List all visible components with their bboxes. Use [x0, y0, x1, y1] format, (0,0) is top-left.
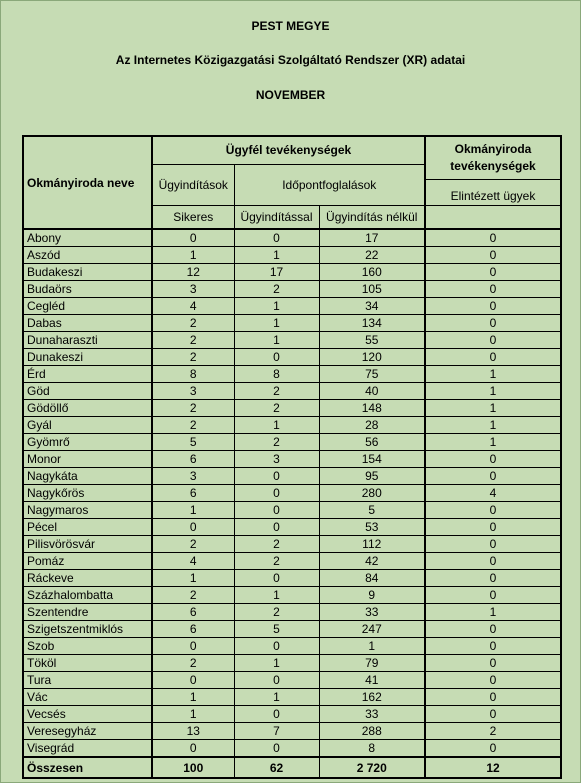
office-name-cell: Százhalombatta: [23, 587, 152, 604]
with-case-cell: 17: [234, 264, 319, 281]
successful-cell: 6: [152, 621, 234, 638]
table-row: [23, 740, 561, 758]
total-row: [23, 757, 561, 778]
completed-cell: 1: [425, 417, 561, 434]
successful-cell: 2: [152, 655, 234, 672]
completed-cell: 0: [425, 349, 561, 366]
successful-cell: 6: [152, 485, 234, 502]
completed-cell: 0: [425, 247, 561, 264]
table-row: [23, 672, 561, 689]
successful-cell: 2: [152, 349, 234, 366]
completed-cell: 0: [425, 706, 561, 723]
table-row: [23, 264, 561, 281]
table-row: [23, 519, 561, 536]
total-label: Összesen: [23, 757, 152, 778]
office-activities-label: Okmányiroda tevékenységek: [450, 142, 536, 173]
office-name-cell: Ráckeve: [23, 570, 152, 587]
successful-cell: 0: [152, 672, 234, 689]
successful-cell: 12: [152, 264, 234, 281]
office-name-cell: Aszód: [23, 247, 152, 264]
successful-cell: 3: [152, 383, 234, 400]
completed-cell: 1: [425, 383, 561, 400]
completed-cell: 4: [425, 485, 561, 502]
completed-cell: 1: [425, 366, 561, 383]
completed-cell: 0: [425, 689, 561, 706]
office-name-cell: Szigetszentmiklós: [23, 621, 152, 638]
successful-cell: 2: [152, 536, 234, 553]
table-row: [23, 247, 561, 264]
without-case-cell: 28: [319, 417, 425, 434]
with-case-cell: 1: [234, 298, 319, 315]
table-row: [23, 400, 561, 417]
office-name-cell: Szob: [23, 638, 152, 655]
completed-cell: 1: [425, 400, 561, 417]
without-case-cell: 84: [319, 570, 425, 587]
successful-cell: 6: [152, 451, 234, 468]
without-case-cell: 95: [319, 468, 425, 485]
successful-cell: 3: [152, 468, 234, 485]
with-case-cell: 5: [234, 621, 319, 638]
table-row: [23, 621, 561, 638]
office-name-cell: Gyömrő: [23, 434, 152, 451]
table-row: [23, 570, 561, 587]
table-row: [23, 332, 561, 349]
completed-cell: 1: [425, 604, 561, 621]
month-title: NOVEMBER: [255, 88, 326, 102]
office-name-cell: Visegrád: [23, 740, 152, 758]
office-name-cell: Tököl: [23, 655, 152, 672]
table-row: [23, 229, 561, 247]
with-case-cell: 0: [234, 468, 319, 485]
with-case-cell: 2: [234, 536, 319, 553]
with-case-cell: 2: [234, 604, 319, 621]
with-case-cell: 0: [234, 740, 319, 758]
office-name-header: Okmányiroda neve: [23, 136, 152, 229]
table-row: [23, 638, 561, 655]
completed-cell: 0: [425, 229, 561, 247]
without-case-cell: 33: [319, 604, 425, 621]
without-case-cell: 5: [319, 502, 425, 519]
office-name-cell: Nagymaros: [23, 502, 152, 519]
with-case-cell: 0: [234, 706, 319, 723]
with-case-cell: 1: [234, 655, 319, 672]
table-row: [23, 281, 561, 298]
without-case-header: Ügyindítás nélkül: [319, 206, 425, 230]
table-row: [23, 655, 561, 672]
completed-cell: 0: [425, 553, 561, 570]
without-case-cell: 75: [319, 366, 425, 383]
with-case-cell: 0: [234, 570, 319, 587]
with-case-cell: 1: [234, 587, 319, 604]
with-case-cell: 0: [234, 638, 319, 655]
with-case-cell: 0: [234, 229, 319, 247]
with-case-cell: 1: [234, 315, 319, 332]
office-name-cell: Pilisvörösvár: [23, 536, 152, 553]
completed-cell: 0: [425, 298, 561, 315]
without-case-cell: 41: [319, 672, 425, 689]
completed-cases-header: Elintézett ügyek: [426, 179, 560, 205]
completed-cell: 0: [425, 587, 561, 604]
with-case-header: Ügyindítással: [234, 206, 319, 230]
completed-cell: 0: [425, 502, 561, 519]
office-name-cell: Gyál: [23, 417, 152, 434]
completed-cell: 0: [425, 655, 561, 672]
office-name-cell: Budakeszi: [23, 264, 152, 281]
office-name-cell: Monor: [23, 451, 152, 468]
without-case-cell: 34: [319, 298, 425, 315]
report-subtitle: Az Internetes Közigazgatási Szolgáltató Rendszer (XR) adatai: [115, 53, 466, 67]
without-case-cell: 17: [319, 229, 425, 247]
without-case-cell: 55: [319, 332, 425, 349]
without-case-cell: 154: [319, 451, 425, 468]
with-case-cell: 2: [234, 400, 319, 417]
office-name-cell: Érd: [23, 366, 152, 383]
completed-cell: 0: [425, 570, 561, 587]
with-case-cell: 0: [234, 502, 319, 519]
without-case-cell: 148: [319, 400, 425, 417]
office-name-cell: Veresegyház: [23, 723, 152, 740]
office-name-cell: Pomáz: [23, 553, 152, 570]
table-row: [23, 536, 561, 553]
successful-cell: 0: [152, 519, 234, 536]
table-row: [23, 706, 561, 723]
with-case-cell: 1: [234, 689, 319, 706]
without-case-cell: 56: [319, 434, 425, 451]
with-case-cell: 2: [234, 434, 319, 451]
without-case-cell: 33: [319, 706, 425, 723]
office-name-cell: Cegléd: [23, 298, 152, 315]
successful-cell: 2: [152, 587, 234, 604]
table-row: [23, 434, 561, 451]
table-row: [23, 587, 561, 604]
without-case-cell: 9: [319, 587, 425, 604]
successful-cell: 1: [152, 502, 234, 519]
table-row: [23, 349, 561, 366]
office-name-cell: Abony: [23, 229, 152, 247]
table-row: [23, 451, 561, 468]
completed-cell: 0: [425, 536, 561, 553]
office-name-cell: Tura: [23, 672, 152, 689]
completed-cell: 0: [425, 519, 561, 536]
without-case-cell: 105: [319, 281, 425, 298]
completed-cell: 0: [425, 740, 561, 758]
office-name-cell: Nagykáta: [23, 468, 152, 485]
office-name-cell: Dunaharaszti: [23, 332, 152, 349]
successful-cell: 4: [152, 553, 234, 570]
table-row: [23, 366, 561, 383]
successful-cell: 13: [152, 723, 234, 740]
office-name-cell: Vác: [23, 689, 152, 706]
office-activities-header: [425, 136, 561, 206]
successful-cell: 8: [152, 366, 234, 383]
statistics-table: [22, 135, 562, 779]
successful-cell: 0: [152, 229, 234, 247]
table-row: [23, 468, 561, 485]
successful-cell: 1: [152, 570, 234, 587]
case-start-header: Ügyindítások: [152, 164, 234, 205]
office-name-cell: Dabas: [23, 315, 152, 332]
successful-cell: 3: [152, 281, 234, 298]
successful-cell: 2: [152, 332, 234, 349]
without-case-cell: 53: [319, 519, 425, 536]
without-case-cell: 120: [319, 349, 425, 366]
table-row: [23, 604, 561, 621]
without-case-cell: 162: [319, 689, 425, 706]
total-with-case-cell: 62: [234, 757, 319, 778]
table-row: [23, 553, 561, 570]
successful-cell: 2: [152, 417, 234, 434]
completed-cell: 2: [425, 723, 561, 740]
without-case-cell: 40: [319, 383, 425, 400]
county-title: PEST MEGYE: [251, 19, 330, 33]
office-name-cell: Vecsés: [23, 706, 152, 723]
without-case-cell: 8: [319, 740, 425, 758]
table-row: [23, 485, 561, 502]
table-row: [23, 383, 561, 400]
with-case-cell: 1: [234, 332, 319, 349]
successful-cell: 5: [152, 434, 234, 451]
without-case-cell: 1: [319, 638, 425, 655]
with-case-cell: 0: [234, 672, 319, 689]
without-case-cell: 160: [319, 264, 425, 281]
successful-cell: 4: [152, 298, 234, 315]
with-case-cell: 2: [234, 281, 319, 298]
with-case-cell: 2: [234, 553, 319, 570]
total-without-case-cell: 2 720: [319, 757, 425, 778]
with-case-cell: 1: [234, 417, 319, 434]
office-name-cell: Gödöllő: [23, 400, 152, 417]
with-case-cell: 2: [234, 383, 319, 400]
table-row: [23, 723, 561, 740]
completed-cell: 0: [425, 451, 561, 468]
table-row: [23, 298, 561, 315]
completed-cell: 0: [425, 315, 561, 332]
without-case-cell: 280: [319, 485, 425, 502]
office-name-cell: Pécel: [23, 519, 152, 536]
office-name-cell: Dunakeszi: [23, 349, 152, 366]
successful-cell: 6: [152, 604, 234, 621]
with-case-cell: 0: [234, 519, 319, 536]
office-name-cell: Budaörs: [23, 281, 152, 298]
table-row: [23, 689, 561, 706]
office-name-cell: Nagykőrös: [23, 485, 152, 502]
successful-cell: 1: [152, 247, 234, 264]
with-case-cell: 3: [234, 451, 319, 468]
completed-cell: 0: [425, 672, 561, 689]
successful-cell: 2: [152, 400, 234, 417]
with-case-cell: 1: [234, 247, 319, 264]
successful-cell: 2: [152, 315, 234, 332]
without-case-cell: 288: [319, 723, 425, 740]
office-name-cell: Szentendre: [23, 604, 152, 621]
without-case-cell: 79: [319, 655, 425, 672]
completed-cell: 0: [425, 468, 561, 485]
office-name-cell: Göd: [23, 383, 152, 400]
without-case-cell: 247: [319, 621, 425, 638]
successful-cell: 1: [152, 689, 234, 706]
with-case-cell: 8: [234, 366, 319, 383]
completed-cell: 0: [425, 281, 561, 298]
successful-cell: 0: [152, 740, 234, 758]
total-successful-cell: 100: [152, 757, 234, 778]
completed-cell: 0: [425, 332, 561, 349]
without-case-cell: 22: [319, 247, 425, 264]
completed-cell: 1: [425, 434, 561, 451]
completed-cell: 0: [425, 264, 561, 281]
with-case-cell: 0: [234, 485, 319, 502]
successful-header: Sikeres: [152, 206, 234, 230]
successful-cell: 1: [152, 706, 234, 723]
table-row: [23, 315, 561, 332]
total-completed-cell: 12: [425, 757, 561, 778]
table-row: [23, 417, 561, 434]
table-row: [23, 502, 561, 519]
with-case-cell: 7: [234, 723, 319, 740]
appointments-header: Időpontfoglalások: [234, 164, 425, 205]
completed-cell: 0: [425, 638, 561, 655]
without-case-cell: 134: [319, 315, 425, 332]
without-case-cell: 112: [319, 536, 425, 553]
completed-cell: 0: [425, 621, 561, 638]
successful-cell: 0: [152, 638, 234, 655]
client-activities-header: Ügyfél tevékenységek: [152, 136, 425, 164]
with-case-cell: 0: [234, 349, 319, 366]
without-case-cell: 42: [319, 553, 425, 570]
completed-spacer: [425, 206, 561, 230]
